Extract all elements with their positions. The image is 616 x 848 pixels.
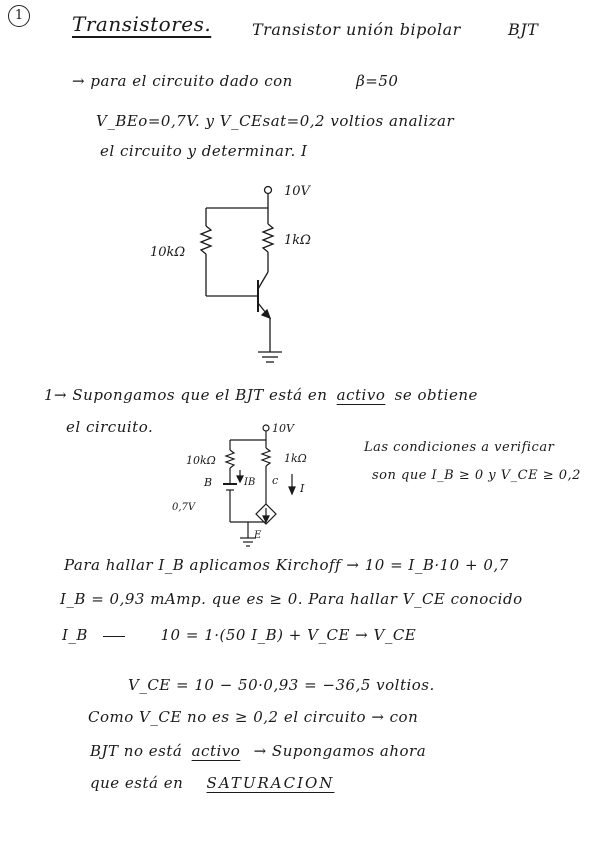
- arrow-line: [103, 636, 125, 637]
- active-state-word-2: activo: [191, 742, 241, 760]
- current-i-label: I: [300, 482, 305, 495]
- active-model-circuit-diagram: [168, 418, 348, 558]
- vcc-terminal: [265, 187, 272, 194]
- problem-intro: → para el circuito dado con: [72, 72, 293, 90]
- vbe-label: 0,7V: [172, 502, 196, 513]
- base-resistor: [201, 226, 211, 254]
- calc-line-1: Para hallar I_B aplicamos Kirchoff → 10 = I_B·10 + 0,7: [64, 556, 509, 574]
- bjt-tag: BJT: [508, 20, 539, 39]
- collector-node-label: c: [272, 474, 279, 487]
- ib-known-label: I_B: [62, 626, 88, 644]
- step-1-line-2: el circuito.: [66, 418, 154, 436]
- saturation-word: SATURACION: [206, 774, 335, 792]
- rc2-label: 1kΩ: [284, 452, 307, 465]
- conditions-line-1: Las condiciones a verificar: [364, 440, 555, 455]
- emitter-node-label: E: [254, 530, 262, 541]
- bjt-circuit-diagram: [140, 176, 340, 376]
- is-in-text: que está en: [90, 774, 184, 792]
- ib-label: IB: [244, 477, 256, 488]
- page-number: 1: [8, 5, 30, 27]
- vcc2-label: 10V: [272, 422, 294, 435]
- calc-line-5: Como V_CE no es ≥ 0,2 el circuito → con: [88, 708, 419, 726]
- problem-line-1: [72, 72, 398, 90]
- problem-line-3: el circuito y determinar. I: [100, 142, 308, 160]
- calc-line-4: V_CE = 10 − 50·0,93 = −36,5 voltios.: [128, 676, 435, 694]
- base-node-label: B: [204, 476, 213, 489]
- active-state-word: activo: [336, 386, 386, 404]
- vcc2-terminal: [263, 425, 269, 431]
- step-1-text: 1→ Supongamos que el BJT está en: [44, 386, 328, 404]
- page-title: Transistores.: [72, 12, 212, 36]
- collector-resistor: [263, 224, 273, 252]
- page-subtitle: Transistor unión bipolar: [252, 20, 461, 39]
- calc-line-3: [62, 626, 416, 644]
- circuit-rb-label: 10kΩ: [150, 245, 186, 260]
- beta-value: β=50: [356, 72, 399, 90]
- problem-line-2: V_BEo=0,7V. y V_CEsat=0,2 voltios analizar: [96, 112, 455, 130]
- base-resistor-2: [226, 450, 234, 468]
- calc-line-7: [90, 774, 334, 792]
- suppose-now-text: → Supongamos ahora: [253, 742, 427, 760]
- collector-resistor-2: [262, 448, 270, 466]
- rb2-label: 10kΩ: [186, 454, 216, 467]
- vce-equation: 10 = 1·(50 I_B) + V_CE → V_CE: [160, 626, 417, 644]
- calc-line-6: [90, 742, 426, 760]
- step-1-suffix: se obtiene: [394, 386, 478, 404]
- calc-line-2: I_B = 0,93 mAmp. que es ≥ 0. Para hallar V_CE conocido: [60, 590, 523, 608]
- bjt-not-text: BJT no está: [90, 742, 183, 760]
- circuit-vcc-label: 10V: [284, 184, 310, 199]
- circuit-rc-label: 1kΩ: [284, 233, 311, 248]
- conditions-line-2: son que I_B ≥ 0 y V_CE ≥ 0,2: [372, 468, 581, 483]
- step-1-line-1: [44, 386, 478, 404]
